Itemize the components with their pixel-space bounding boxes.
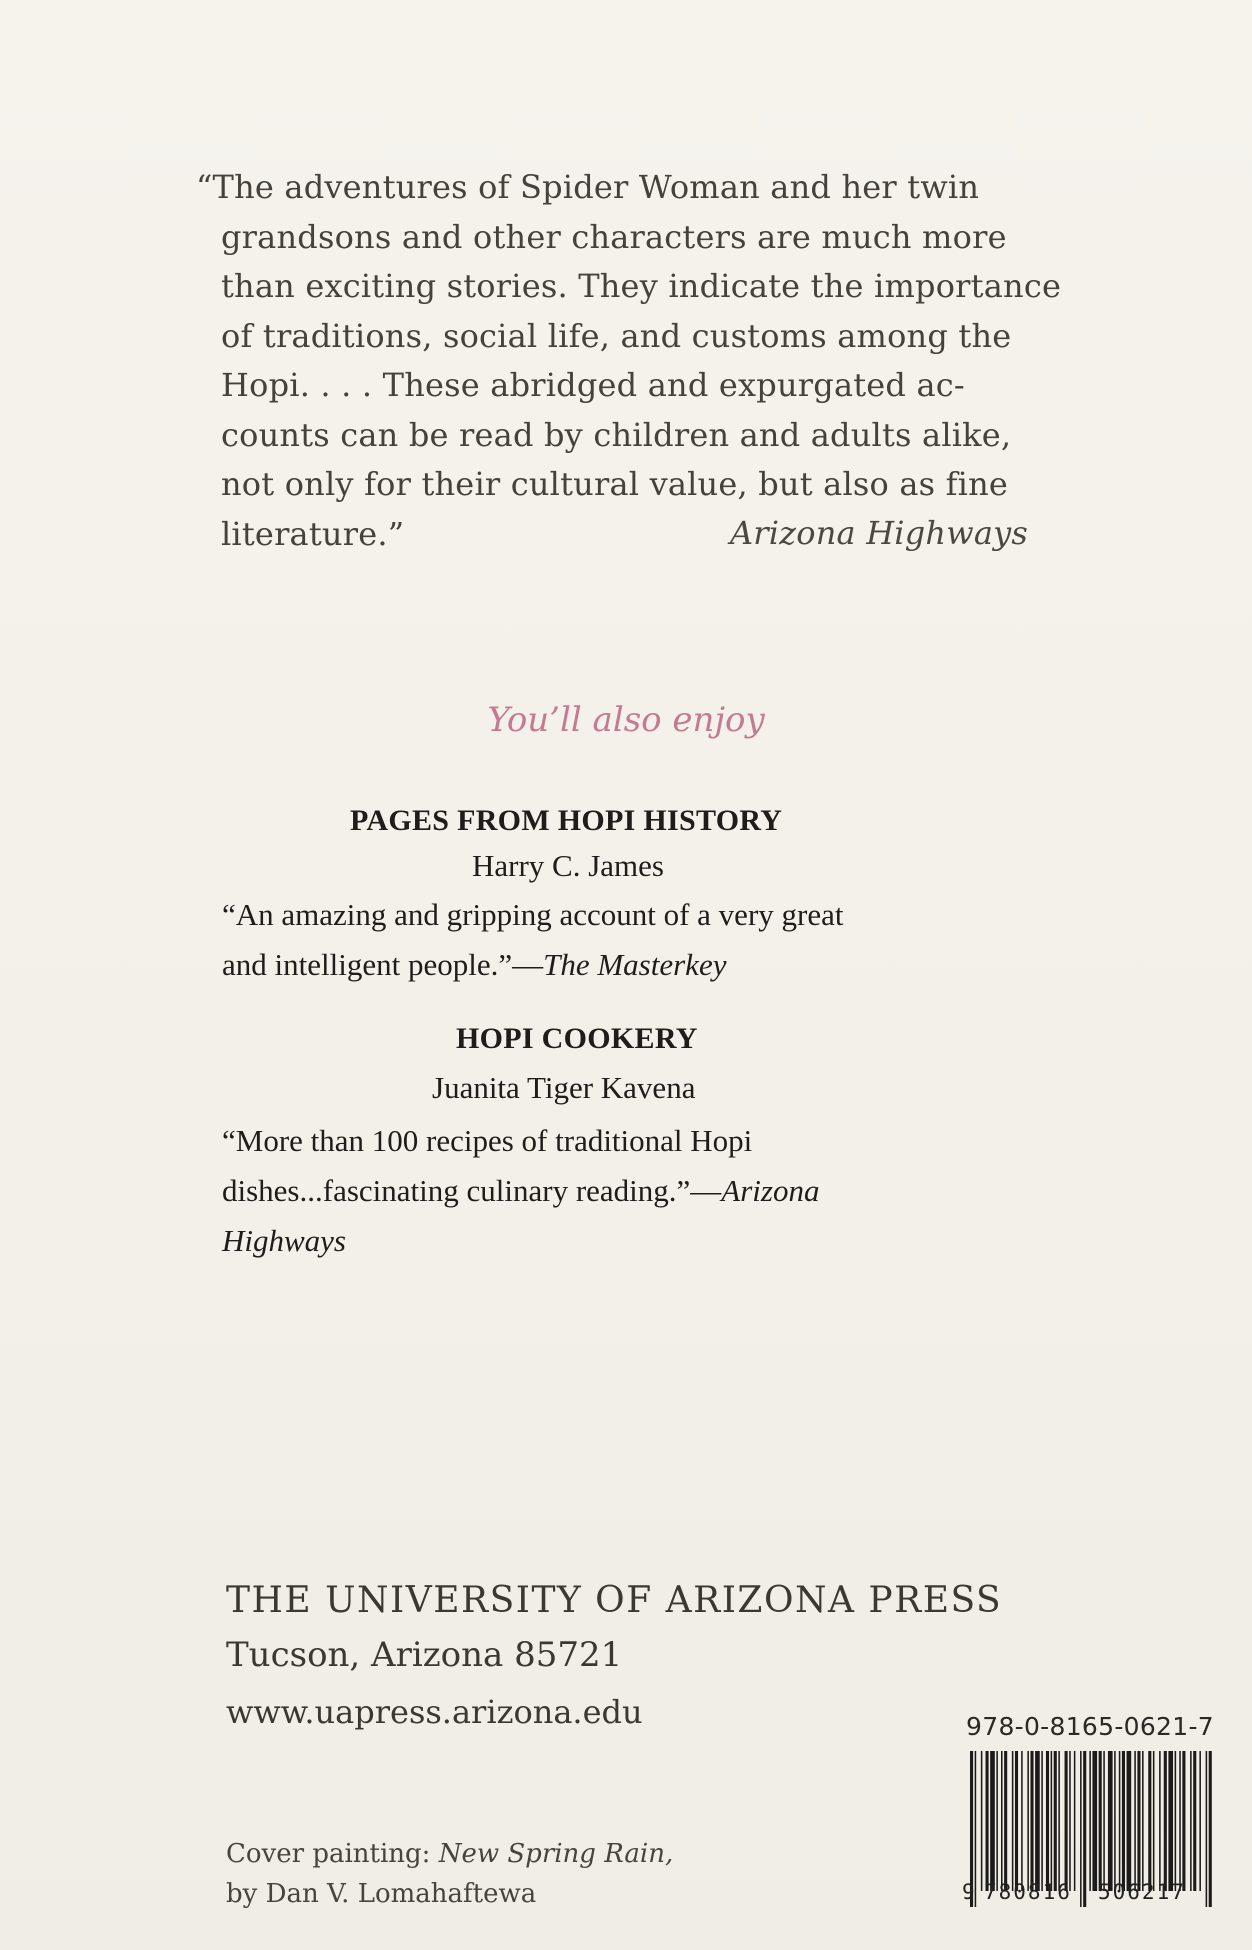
barcode-bar <box>1089 1751 1091 1891</box>
barcode-bar <box>1119 1751 1121 1891</box>
barcode-bar <box>1080 1751 1082 1907</box>
barcode-bar <box>1035 1751 1040 1891</box>
barcode-bar <box>1193 1751 1196 1891</box>
barcode-bar <box>1004 1751 1007 1891</box>
barcode-bar <box>1148 1751 1151 1891</box>
book-title: PAGES FROM HOPI HISTORY <box>350 804 783 837</box>
barcode-bar <box>996 1751 998 1891</box>
barcode-bar <box>975 1751 977 1907</box>
barcode-bar <box>1103 1751 1105 1891</box>
barcode-bar <box>1175 1751 1177 1891</box>
barcode-digits-left: 780816 <box>984 1880 1072 1904</box>
blurb-line: literature.” <box>221 514 405 553</box>
book-author: Harry C. James <box>472 848 664 883</box>
blurb-line: than exciting stories. They indicate the importance <box>221 267 1062 305</box>
barcode-bar <box>1041 1751 1043 1891</box>
credit-label: Cover painting: <box>226 1839 439 1869</box>
barcode-bar <box>1164 1751 1167 1891</box>
blurb-line: grandsons and other characters are much more <box>221 217 1007 256</box>
barcode-bar <box>1182 1751 1185 1891</box>
barcode-bar <box>1074 1751 1076 1891</box>
book-quote <box>222 1116 819 1266</box>
blurb-line: counts can be read by children and adults alike, <box>221 415 1012 454</box>
barcode-bar <box>986 1751 989 1891</box>
barcode-bar <box>1122 1751 1125 1891</box>
book-title: HOPI COOKERY <box>456 1022 698 1055</box>
barcode-bar <box>1092 1751 1097 1891</box>
barcode-bar <box>1168 1751 1173 1891</box>
barcode-bar <box>1137 1751 1140 1891</box>
publisher-url: www.uapress.arizona.edu <box>226 1693 643 1731</box>
quote-text: dishes...fascinating culinary reading.”— <box>222 1173 722 1208</box>
quote-line <box>222 1166 819 1216</box>
barcode-bar <box>1199 1751 1201 1891</box>
barcode-bar <box>1206 1751 1208 1907</box>
quote-source: Highways <box>222 1223 346 1258</box>
book-author: Juanita Tiger Kavena <box>432 1070 696 1105</box>
barcode-bar <box>1127 1751 1132 1891</box>
blurb-line: not only for their cultural value, but also as fine <box>221 465 1009 503</box>
barcode-bar <box>1108 1751 1113 1891</box>
barcode-bar <box>1065 1751 1068 1891</box>
quote-line <box>222 1216 819 1266</box>
barcode-bar <box>990 1751 995 1891</box>
also-enjoy-text: You’ll also enjoy <box>487 700 765 740</box>
quote-source: Arizona <box>721 1173 820 1208</box>
barcode-bar <box>1179 1751 1181 1891</box>
barcode-bar <box>1190 1751 1192 1891</box>
barcode-bar <box>1083 1751 1086 1907</box>
quote-source: The Masterkey <box>543 947 727 982</box>
publisher-name: THE UNIVERSITY OF ARIZONA PRESS <box>226 1580 1003 1621</box>
quote-text: and intelligent people.”— <box>222 947 544 982</box>
barcode-bar <box>1051 1751 1053 1891</box>
barcode-bar <box>1001 1751 1003 1891</box>
barcode-bar <box>1153 1751 1155 1891</box>
barcode-bar <box>1159 1751 1161 1891</box>
barcode-bar <box>1046 1751 1049 1891</box>
barcode-bar <box>1012 1751 1014 1891</box>
barcode-digits-right: 506217 <box>1098 1880 1186 1904</box>
quote-line: “An amazing and gripping account of a very great <box>222 897 844 932</box>
cover-credit <box>226 1834 673 1914</box>
review-blurb <box>196 163 1076 559</box>
barcode-bar <box>1015 1751 1018 1891</box>
credit-line <box>226 1834 673 1874</box>
barcode-bar <box>1134 1751 1136 1891</box>
book-quote <box>222 890 843 990</box>
blurb-line: “The adventures of Spider Woman and her twin <box>196 168 980 206</box>
barcode-bar <box>1142 1751 1144 1891</box>
blurb-line: of traditions, social life, and customs among the <box>221 316 1012 355</box>
barcode-bar <box>1058 1751 1060 1891</box>
barcode-bar <box>1027 1751 1029 1891</box>
also-enjoy-heading <box>0 700 1252 740</box>
painting-title: New Spring Rain, <box>438 1839 674 1869</box>
barcode-bar <box>1209 1751 1212 1907</box>
barcode-digit-first: 9 <box>962 1880 975 1904</box>
quote-line <box>222 940 843 990</box>
barcode-bar <box>1054 1751 1057 1891</box>
blurb-attribution: Arizona Highways <box>729 514 1028 552</box>
publisher-info <box>226 1580 1002 1731</box>
isbn-block <box>962 1712 1216 1907</box>
blurb-line: Hopi. . . . These abridged and expurgated ac- <box>221 366 965 404</box>
barcode-bar <box>981 1751 983 1891</box>
publisher-city: Tucson, Arizona 85721 <box>226 1635 623 1675</box>
barcode-bar <box>1021 1751 1023 1891</box>
credit-artist: by Dan V. Lomahaftewa <box>226 1879 537 1909</box>
barcode-bar <box>1069 1751 1071 1891</box>
barcode-bar <box>1099 1751 1102 1891</box>
quote-line: “More than 100 recipes of traditional Hopi <box>222 1123 753 1158</box>
barcode-bar <box>1114 1751 1116 1891</box>
isbn-number: 978-0-8165-0621-7 <box>966 1712 1214 1741</box>
barcode-bar <box>1030 1751 1033 1891</box>
